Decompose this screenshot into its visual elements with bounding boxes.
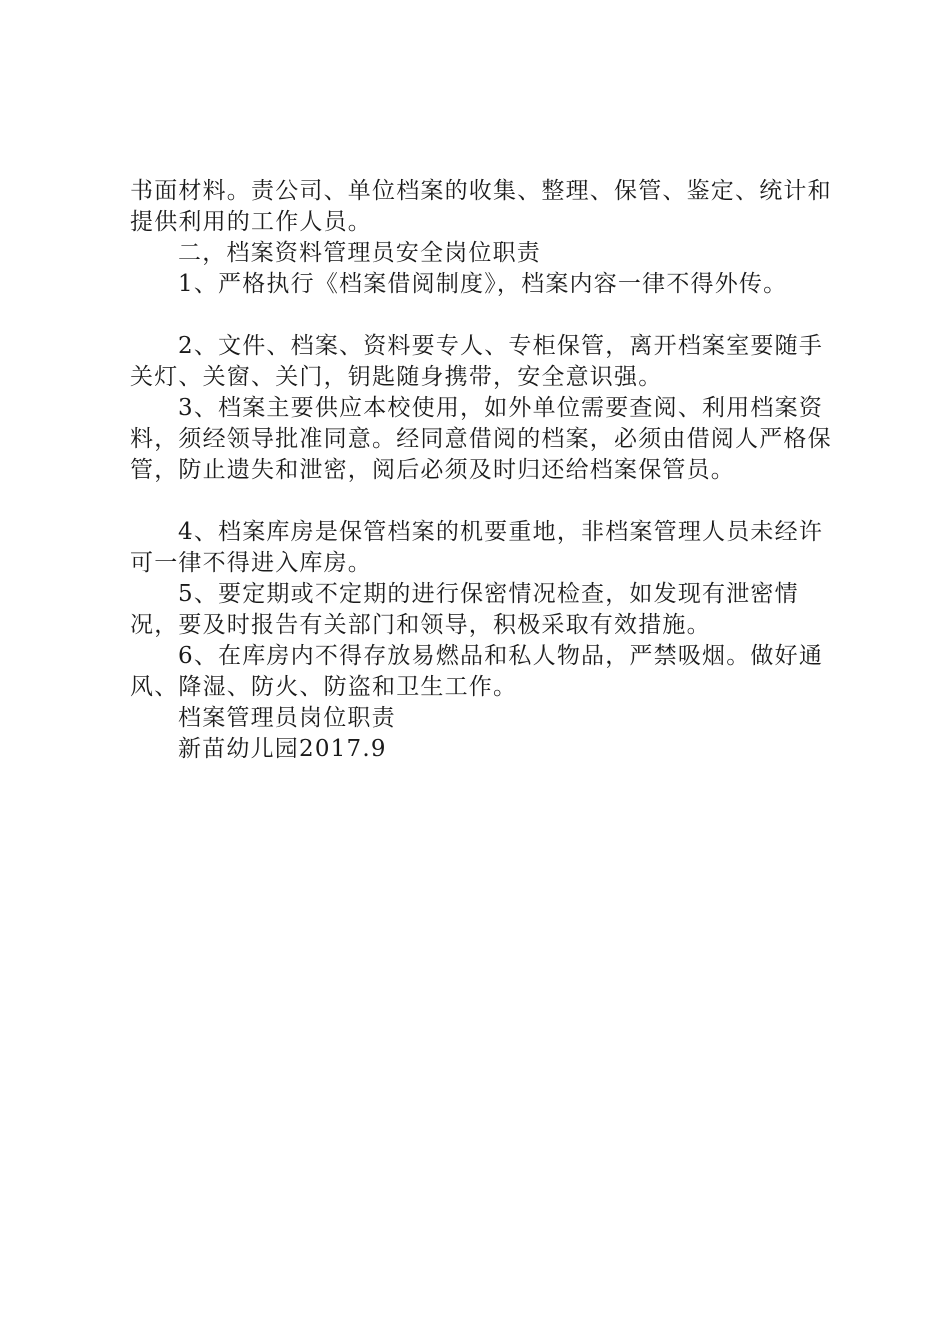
paragraph-intro: 书面材料。责公司、单位档案的收集、整理、保管、鉴定、统计和提供利用的工作人员。 bbox=[130, 178, 832, 235]
duty-item-6: 6、在库房内不得存放易燃品和私人物品，严禁吸烟。做好通风、降湿、防火、防盗和卫生工作。 bbox=[130, 643, 824, 700]
duty-item-2: 2、文件、档案、资料要专人、专柜保管，离开档案室要随手关灯、关窗、关门，钥匙随身携带，安全意识强。 bbox=[130, 333, 824, 390]
duty-item-3: 3、档案主要供应本校使用，如外单位需要查阅、利用档案资料，须经领导批准同意。经同意借阅的档案，必须由借阅人严格保管，防止遗失和泄密，阅后必须及时归还给档案保管员。 bbox=[130, 395, 832, 483]
duty-item-4: 4、档案库房是保管档案的机要重地，非档案管理人员未经许可一律不得进入库房。 bbox=[130, 519, 824, 576]
paragraph-gap bbox=[130, 300, 835, 331]
section-heading: 二，档案资料管理员安全岗位职责 bbox=[178, 240, 541, 266]
duty-item-5: 5、要定期或不定期的进行保密情况检查，如发现有泄密情况，要及时报告有关部门和领导，积极采取有效措施。 bbox=[130, 581, 799, 638]
paragraph-gap bbox=[130, 486, 835, 517]
signature-date: 新苗幼儿园2017.9 bbox=[178, 736, 387, 762]
duty-item-1: 1、严格执行《档案借阅制度》，档案内容一律不得外传。 bbox=[178, 271, 788, 297]
document-title-footer: 档案管理员岗位职责 bbox=[178, 705, 396, 731]
document-body bbox=[130, 176, 835, 765]
